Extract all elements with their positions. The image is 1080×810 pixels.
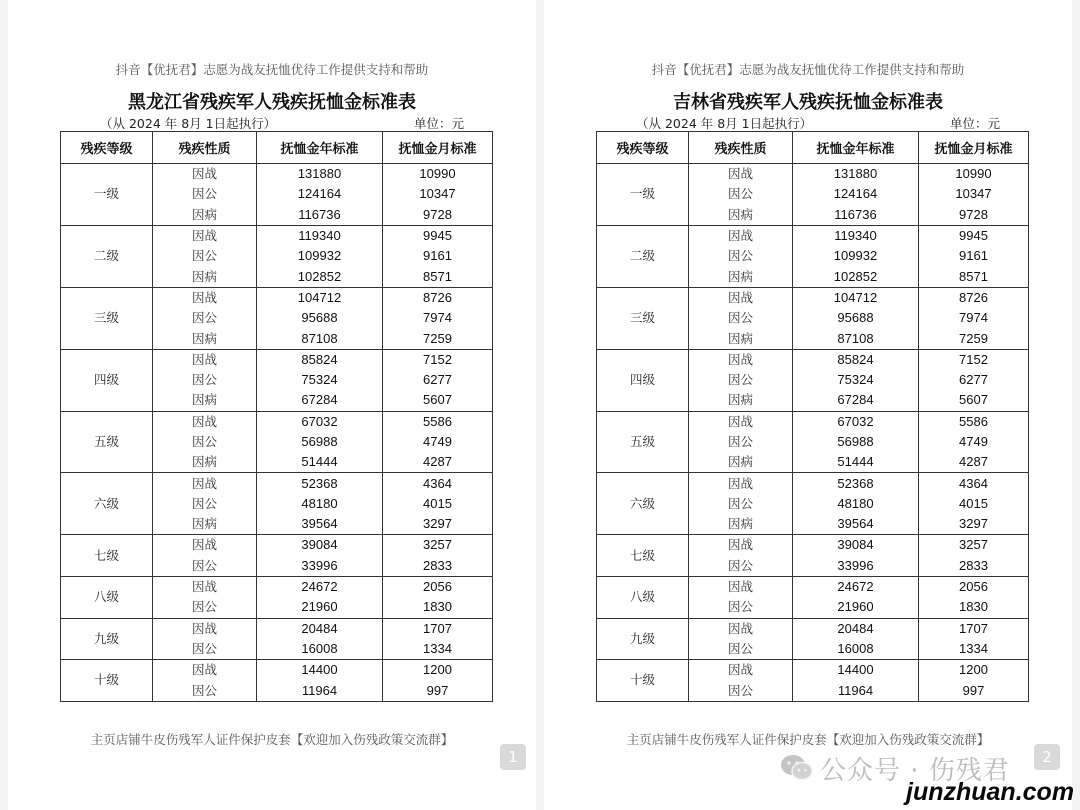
table-row xyxy=(61,349,493,370)
annual-standard-cell: 16008 xyxy=(793,639,919,660)
monthly-standard-cell: 7259 xyxy=(383,328,493,349)
annual-standard-cell: 11964 xyxy=(257,680,383,701)
monthly-standard-cell: 7974 xyxy=(383,308,493,328)
annual-standard-cell: 14400 xyxy=(793,660,919,681)
top-note: 抖音【优抚君】志愿为战友抚恤优待工作提供支持和帮助 xyxy=(651,62,965,77)
annual-standard-cell: 24672 xyxy=(257,576,383,597)
header-nature: 残疾性质 xyxy=(153,132,257,164)
disability-nature-cell: 因公 xyxy=(689,370,793,390)
effective-date: （从 2024 年 8月 1日起执行） xyxy=(636,116,813,131)
table-row xyxy=(61,411,493,432)
header-grade: 残疾等级 xyxy=(61,132,153,164)
table-row xyxy=(61,473,493,494)
disability-grade-cell: 三级 xyxy=(61,287,153,349)
table-header-row xyxy=(61,132,493,164)
monthly-standard-cell: 10347 xyxy=(919,184,1029,204)
annual-standard-cell: 116736 xyxy=(793,205,919,226)
disability-nature-cell: 因病 xyxy=(689,390,793,411)
unit-label: 单位：元 xyxy=(949,116,1000,131)
monthly-standard-cell: 4015 xyxy=(919,494,1029,514)
monthly-standard-cell: 9161 xyxy=(383,246,493,266)
table-row xyxy=(597,164,1029,185)
table-row xyxy=(61,225,493,246)
disability-grade-cell: 九级 xyxy=(61,618,153,660)
annual-standard-cell: 52368 xyxy=(257,473,383,494)
bottom-note: 主页店铺牛皮伤残军人证件保护皮套【欢迎加入伤残政策交流群】 xyxy=(626,732,990,747)
disability-grade-cell: 七级 xyxy=(61,535,153,577)
disability-nature-cell: 因战 xyxy=(689,164,793,185)
disability-nature-cell: 因战 xyxy=(689,618,793,639)
monthly-standard-cell: 7974 xyxy=(919,308,1029,328)
table-row xyxy=(61,576,493,597)
monthly-standard-cell: 4015 xyxy=(383,494,493,514)
monthly-standard-cell: 10990 xyxy=(383,164,493,185)
monthly-standard-cell: 2833 xyxy=(383,556,493,577)
annual-standard-cell: 67032 xyxy=(257,411,383,432)
monthly-standard-cell: 7259 xyxy=(919,328,1029,349)
disability-nature-cell: 因病 xyxy=(153,266,257,287)
annual-standard-cell: 124164 xyxy=(793,184,919,204)
watermark-site: junzhuan.com xyxy=(906,778,1075,806)
monthly-standard-cell: 4749 xyxy=(919,432,1029,452)
disability-grade-cell: 五级 xyxy=(61,411,153,473)
disability-nature-cell: 因公 xyxy=(153,432,257,452)
disability-nature-cell: 因战 xyxy=(153,473,257,494)
table-row xyxy=(61,287,493,308)
monthly-standard-cell: 1334 xyxy=(919,639,1029,660)
monthly-standard-cell: 9945 xyxy=(383,225,493,246)
annual-standard-cell: 124164 xyxy=(257,184,383,204)
table-row xyxy=(61,660,493,681)
disability-nature-cell: 因战 xyxy=(153,535,257,556)
table-row xyxy=(597,225,1029,246)
annual-standard-cell: 51444 xyxy=(793,452,919,473)
annual-standard-cell: 119340 xyxy=(793,225,919,246)
disability-nature-cell: 因公 xyxy=(689,432,793,452)
monthly-standard-cell: 8726 xyxy=(383,287,493,308)
annual-standard-cell: 87108 xyxy=(793,328,919,349)
table-row xyxy=(597,411,1029,432)
wechat-icon xyxy=(780,754,814,789)
disability-nature-cell: 因战 xyxy=(689,473,793,494)
annual-standard-cell: 67032 xyxy=(793,411,919,432)
annual-standard-cell: 85824 xyxy=(793,349,919,370)
monthly-standard-cell: 4364 xyxy=(919,473,1029,494)
header-annual: 抚恤金年标准 xyxy=(793,132,919,164)
annual-standard-cell: 95688 xyxy=(793,308,919,328)
table-row xyxy=(597,535,1029,556)
annual-standard-cell: 21960 xyxy=(793,597,919,618)
monthly-standard-cell: 4364 xyxy=(383,473,493,494)
annual-standard-cell: 102852 xyxy=(257,266,383,287)
header-monthly: 抚恤金月标准 xyxy=(919,132,1029,164)
disability-grade-cell: 十级 xyxy=(597,660,689,702)
annual-standard-cell: 24672 xyxy=(793,576,919,597)
page-jilin xyxy=(544,0,1075,810)
annual-standard-cell: 39084 xyxy=(793,535,919,556)
disability-nature-cell: 因病 xyxy=(153,390,257,411)
monthly-standard-cell: 9728 xyxy=(383,205,493,226)
monthly-standard-cell: 9945 xyxy=(919,225,1029,246)
disability-grade-cell: 八级 xyxy=(597,576,689,618)
disability-grade-cell: 十级 xyxy=(61,660,153,702)
disability-nature-cell: 因战 xyxy=(153,287,257,308)
annual-standard-cell: 131880 xyxy=(257,164,383,185)
table-row xyxy=(597,618,1029,639)
disability-nature-cell: 因战 xyxy=(689,411,793,432)
disability-nature-cell: 因病 xyxy=(689,452,793,473)
disability-nature-cell: 因战 xyxy=(153,660,257,681)
table-row xyxy=(597,576,1029,597)
annual-standard-cell: 52368 xyxy=(793,473,919,494)
header-monthly: 抚恤金月标准 xyxy=(383,132,493,164)
disability-grade-cell: 八级 xyxy=(61,576,153,618)
monthly-standard-cell: 1707 xyxy=(383,618,493,639)
disability-nature-cell: 因战 xyxy=(153,411,257,432)
annual-standard-cell: 20484 xyxy=(257,618,383,639)
watermark-account xyxy=(780,750,1010,786)
annual-standard-cell: 87108 xyxy=(257,328,383,349)
disability-nature-cell: 因公 xyxy=(689,597,793,618)
disability-grade-cell: 七级 xyxy=(597,535,689,577)
disability-nature-cell: 因公 xyxy=(689,494,793,514)
bottom-note: 主页店铺牛皮伤残军人证件保护皮套【欢迎加入伤残政策交流群】 xyxy=(90,732,454,747)
disability-nature-cell: 因公 xyxy=(689,556,793,577)
page-number-badge: 2 xyxy=(1034,744,1060,770)
disability-nature-cell: 因战 xyxy=(153,225,257,246)
annual-standard-cell: 14400 xyxy=(257,660,383,681)
annual-standard-cell: 48180 xyxy=(257,494,383,514)
table-row xyxy=(597,473,1029,494)
disability-nature-cell: 因战 xyxy=(153,618,257,639)
pension-standard-table xyxy=(596,131,1029,702)
monthly-standard-cell: 1334 xyxy=(383,639,493,660)
monthly-standard-cell: 4287 xyxy=(919,452,1029,473)
disability-nature-cell: 因公 xyxy=(689,246,793,266)
top-note: 抖音【优抚君】志愿为战友抚恤优待工作提供支持和帮助 xyxy=(115,62,429,77)
disability-grade-cell: 三级 xyxy=(597,287,689,349)
annual-standard-cell: 39564 xyxy=(257,514,383,535)
monthly-standard-cell: 9728 xyxy=(919,205,1029,226)
monthly-standard-cell: 997 xyxy=(919,680,1029,701)
pension-standard-table xyxy=(60,131,493,702)
disability-nature-cell: 因公 xyxy=(153,680,257,701)
annual-standard-cell: 33996 xyxy=(257,556,383,577)
table-row xyxy=(61,618,493,639)
monthly-standard-cell: 5607 xyxy=(919,390,1029,411)
annual-standard-cell: 109932 xyxy=(793,246,919,266)
disability-nature-cell: 因病 xyxy=(689,205,793,226)
disability-nature-cell: 因病 xyxy=(689,328,793,349)
disability-nature-cell: 因病 xyxy=(153,328,257,349)
monthly-standard-cell: 6277 xyxy=(383,370,493,390)
annual-standard-cell: 104712 xyxy=(257,287,383,308)
disability-nature-cell: 因公 xyxy=(153,597,257,618)
disability-nature-cell: 因战 xyxy=(153,576,257,597)
disability-grade-cell: 二级 xyxy=(61,225,153,287)
table-row xyxy=(597,287,1029,308)
annual-standard-cell: 56988 xyxy=(793,432,919,452)
header-annual: 抚恤金年标准 xyxy=(257,132,383,164)
monthly-standard-cell: 5586 xyxy=(383,411,493,432)
annual-standard-cell: 119340 xyxy=(257,225,383,246)
annual-standard-cell: 95688 xyxy=(257,308,383,328)
annual-standard-cell: 67284 xyxy=(793,390,919,411)
disability-nature-cell: 因战 xyxy=(689,349,793,370)
annual-standard-cell: 11964 xyxy=(793,680,919,701)
monthly-standard-cell: 4749 xyxy=(383,432,493,452)
table-row xyxy=(597,660,1029,681)
disability-nature-cell: 因战 xyxy=(689,287,793,308)
disability-nature-cell: 因战 xyxy=(153,349,257,370)
disability-grade-cell: 六级 xyxy=(61,473,153,535)
disability-nature-cell: 因公 xyxy=(689,308,793,328)
table-header-row xyxy=(597,132,1029,164)
annual-standard-cell: 39084 xyxy=(257,535,383,556)
disability-nature-cell: 因公 xyxy=(689,639,793,660)
watermark-account-text: 公众号 · 伤残君 xyxy=(820,756,1010,786)
annual-standard-cell: 39564 xyxy=(793,514,919,535)
monthly-standard-cell: 2056 xyxy=(919,576,1029,597)
monthly-standard-cell: 1200 xyxy=(383,660,493,681)
header-nature: 残疾性质 xyxy=(689,132,793,164)
annual-standard-cell: 75324 xyxy=(793,370,919,390)
annual-standard-cell: 51444 xyxy=(257,452,383,473)
monthly-standard-cell: 4287 xyxy=(383,452,493,473)
monthly-standard-cell: 8571 xyxy=(383,266,493,287)
disability-nature-cell: 因病 xyxy=(689,266,793,287)
disability-nature-cell: 因公 xyxy=(153,639,257,660)
annual-standard-cell: 48180 xyxy=(793,494,919,514)
disability-nature-cell: 因公 xyxy=(153,246,257,266)
disability-nature-cell: 因公 xyxy=(153,184,257,204)
monthly-standard-cell: 1707 xyxy=(919,618,1029,639)
disability-nature-cell: 因战 xyxy=(153,164,257,185)
effective-date: （从 2024 年 8月 1日起执行） xyxy=(100,116,277,131)
disability-grade-cell: 四级 xyxy=(597,349,689,411)
disability-nature-cell: 因公 xyxy=(153,308,257,328)
monthly-standard-cell: 3257 xyxy=(919,535,1029,556)
annual-standard-cell: 67284 xyxy=(257,390,383,411)
table-body xyxy=(597,164,1029,702)
subtitle-row xyxy=(596,114,1028,130)
annual-standard-cell: 33996 xyxy=(793,556,919,577)
table-body xyxy=(61,164,493,702)
disability-nature-cell: 因病 xyxy=(153,514,257,535)
monthly-standard-cell: 10347 xyxy=(383,184,493,204)
disability-grade-cell: 五级 xyxy=(597,411,689,473)
monthly-standard-cell: 6277 xyxy=(919,370,1029,390)
disability-nature-cell: 因病 xyxy=(153,205,257,226)
monthly-standard-cell: 5586 xyxy=(919,411,1029,432)
annual-standard-cell: 104712 xyxy=(793,287,919,308)
disability-nature-cell: 因病 xyxy=(689,514,793,535)
disability-nature-cell: 因公 xyxy=(153,494,257,514)
monthly-standard-cell: 2056 xyxy=(383,576,493,597)
disability-grade-cell: 九级 xyxy=(597,618,689,660)
disability-nature-cell: 因战 xyxy=(689,660,793,681)
monthly-standard-cell: 7152 xyxy=(919,349,1029,370)
monthly-standard-cell: 997 xyxy=(383,680,493,701)
annual-standard-cell: 16008 xyxy=(257,639,383,660)
monthly-standard-cell: 1830 xyxy=(919,597,1029,618)
annual-standard-cell: 109932 xyxy=(257,246,383,266)
disability-nature-cell: 因公 xyxy=(689,680,793,701)
monthly-standard-cell: 10990 xyxy=(919,164,1029,185)
disability-grade-cell: 二级 xyxy=(597,225,689,287)
page-title: 吉林省残疾军人残疾抚恤金标准表 xyxy=(673,92,943,113)
monthly-standard-cell: 3297 xyxy=(383,514,493,535)
header-grade: 残疾等级 xyxy=(597,132,689,164)
table-row xyxy=(597,349,1029,370)
disability-nature-cell: 因公 xyxy=(153,370,257,390)
disability-grade-cell: 一级 xyxy=(597,164,689,226)
annual-standard-cell: 85824 xyxy=(257,349,383,370)
annual-standard-cell: 102852 xyxy=(793,266,919,287)
monthly-standard-cell: 3257 xyxy=(383,535,493,556)
disability-nature-cell: 因战 xyxy=(689,225,793,246)
monthly-standard-cell: 8571 xyxy=(919,266,1029,287)
monthly-standard-cell: 7152 xyxy=(383,349,493,370)
disability-nature-cell: 因战 xyxy=(689,576,793,597)
monthly-standard-cell: 2833 xyxy=(919,556,1029,577)
annual-standard-cell: 20484 xyxy=(793,618,919,639)
annual-standard-cell: 21960 xyxy=(257,597,383,618)
table-row xyxy=(61,164,493,185)
monthly-standard-cell: 1200 xyxy=(919,660,1029,681)
annual-standard-cell: 131880 xyxy=(793,164,919,185)
page-number-badge: 1 xyxy=(500,744,526,770)
disability-nature-cell: 因公 xyxy=(153,556,257,577)
disability-grade-cell: 一级 xyxy=(61,164,153,226)
unit-label: 单位：元 xyxy=(413,116,464,131)
annual-standard-cell: 75324 xyxy=(257,370,383,390)
table-row xyxy=(61,535,493,556)
disability-nature-cell: 因战 xyxy=(689,535,793,556)
monthly-standard-cell: 1830 xyxy=(383,597,493,618)
page-heilongjiang xyxy=(8,0,536,810)
annual-standard-cell: 116736 xyxy=(257,205,383,226)
disability-nature-cell: 因病 xyxy=(153,452,257,473)
monthly-standard-cell: 5607 xyxy=(383,390,493,411)
monthly-standard-cell: 9161 xyxy=(919,246,1029,266)
disability-grade-cell: 四级 xyxy=(61,349,153,411)
monthly-standard-cell: 3297 xyxy=(919,514,1029,535)
annual-standard-cell: 56988 xyxy=(257,432,383,452)
monthly-standard-cell: 8726 xyxy=(919,287,1029,308)
disability-grade-cell: 六级 xyxy=(597,473,689,535)
page-title: 黑龙江省残疾军人残疾抚恤金标准表 xyxy=(128,92,416,113)
disability-nature-cell: 因公 xyxy=(689,184,793,204)
subtitle-row xyxy=(60,114,492,130)
